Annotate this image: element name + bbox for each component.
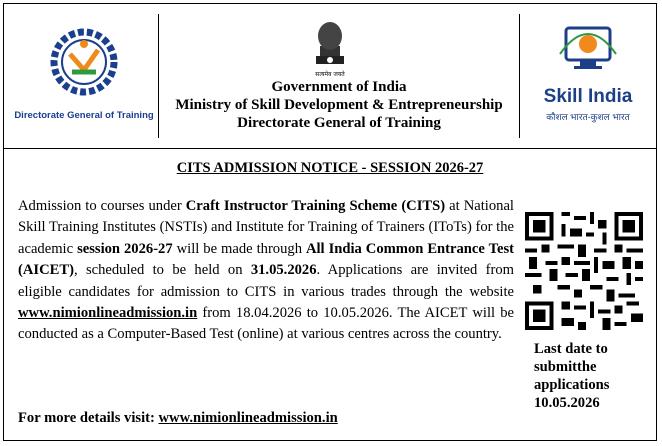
last-date-line-3: applications: [534, 377, 610, 393]
notice-title-text: CITS ADMISSION NOTICE - SESSION 2026-27: [176, 160, 484, 176]
last-date-line-1: Last date to: [534, 341, 608, 357]
header: [4, 4, 656, 149]
dgt-logo: [10, 14, 158, 138]
dgt-logo-panel: [10, 14, 159, 138]
dgt-gear-icon: [10, 14, 158, 110]
notice-body: [18, 196, 514, 346]
body-website-link[interactable]: www.nimionlineadmission.in: [18, 305, 198, 322]
body-session: session 2026-27: [77, 240, 173, 257]
body-text-4: , scheduled to be held on: [73, 262, 251, 279]
qr-code-icon[interactable]: [525, 212, 643, 330]
more-details-link[interactable]: www.nimionlineadmission.in: [158, 410, 338, 426]
body-scheme-name: Craft Instructor Training Scheme (CITS): [185, 198, 446, 214]
emblem-caption: सत्यमेव जयते: [315, 71, 345, 78]
government-title: [158, 78, 520, 132]
body-text-1: Admission to courses under: [18, 198, 186, 214]
national-emblem-icon: [306, 16, 354, 80]
skill-india-tagline: कौशल भारत-कुशल भारत: [546, 112, 630, 122]
last-date-word-the: the: [576, 359, 597, 375]
notice-title: [4, 160, 656, 177]
more-details: [18, 410, 338, 427]
notice-frame: [3, 3, 657, 441]
skill-india-logo: [520, 14, 656, 138]
body-text-3: will be made through: [172, 240, 306, 257]
body-exam-date: 31.05.2026: [250, 262, 317, 279]
gov-line-1: Government of India: [271, 79, 407, 95]
gov-line-3: Directorate General of Training: [237, 115, 441, 131]
skill-india-monitor-icon: [520, 14, 656, 84]
body-text-6: from 18.04.2026 to 10.05.2026. The AICET will be conducted as a Computer-Based Test (online) at various centres across the country.: [18, 305, 514, 343]
body-text-2: at National Skill Training Institutes (NSTIs) and Institute for Training of Trainers (IToTs) for the academic: [18, 198, 514, 257]
last-date-value: 10.05.2026: [534, 395, 600, 411]
more-details-label: For more details visit:: [18, 410, 159, 426]
dgt-logo-caption: Directorate General of Training: [14, 110, 154, 121]
last-date-line-2: [534, 358, 636, 376]
body-exam-name: All India Common Entrance Test (AICET): [18, 240, 514, 279]
body-text-5: . Applications are invited from eligible candidates for admission to CITS in various trades through the website: [18, 262, 514, 300]
gov-line-2: Ministry of Skill Development & Entrepreneurship: [175, 97, 503, 113]
skill-india-title: Skill India: [543, 86, 633, 107]
skill-india-panel: [519, 14, 656, 138]
last-date-word-submit: submit: [534, 359, 577, 375]
last-date-box: [534, 340, 636, 412]
